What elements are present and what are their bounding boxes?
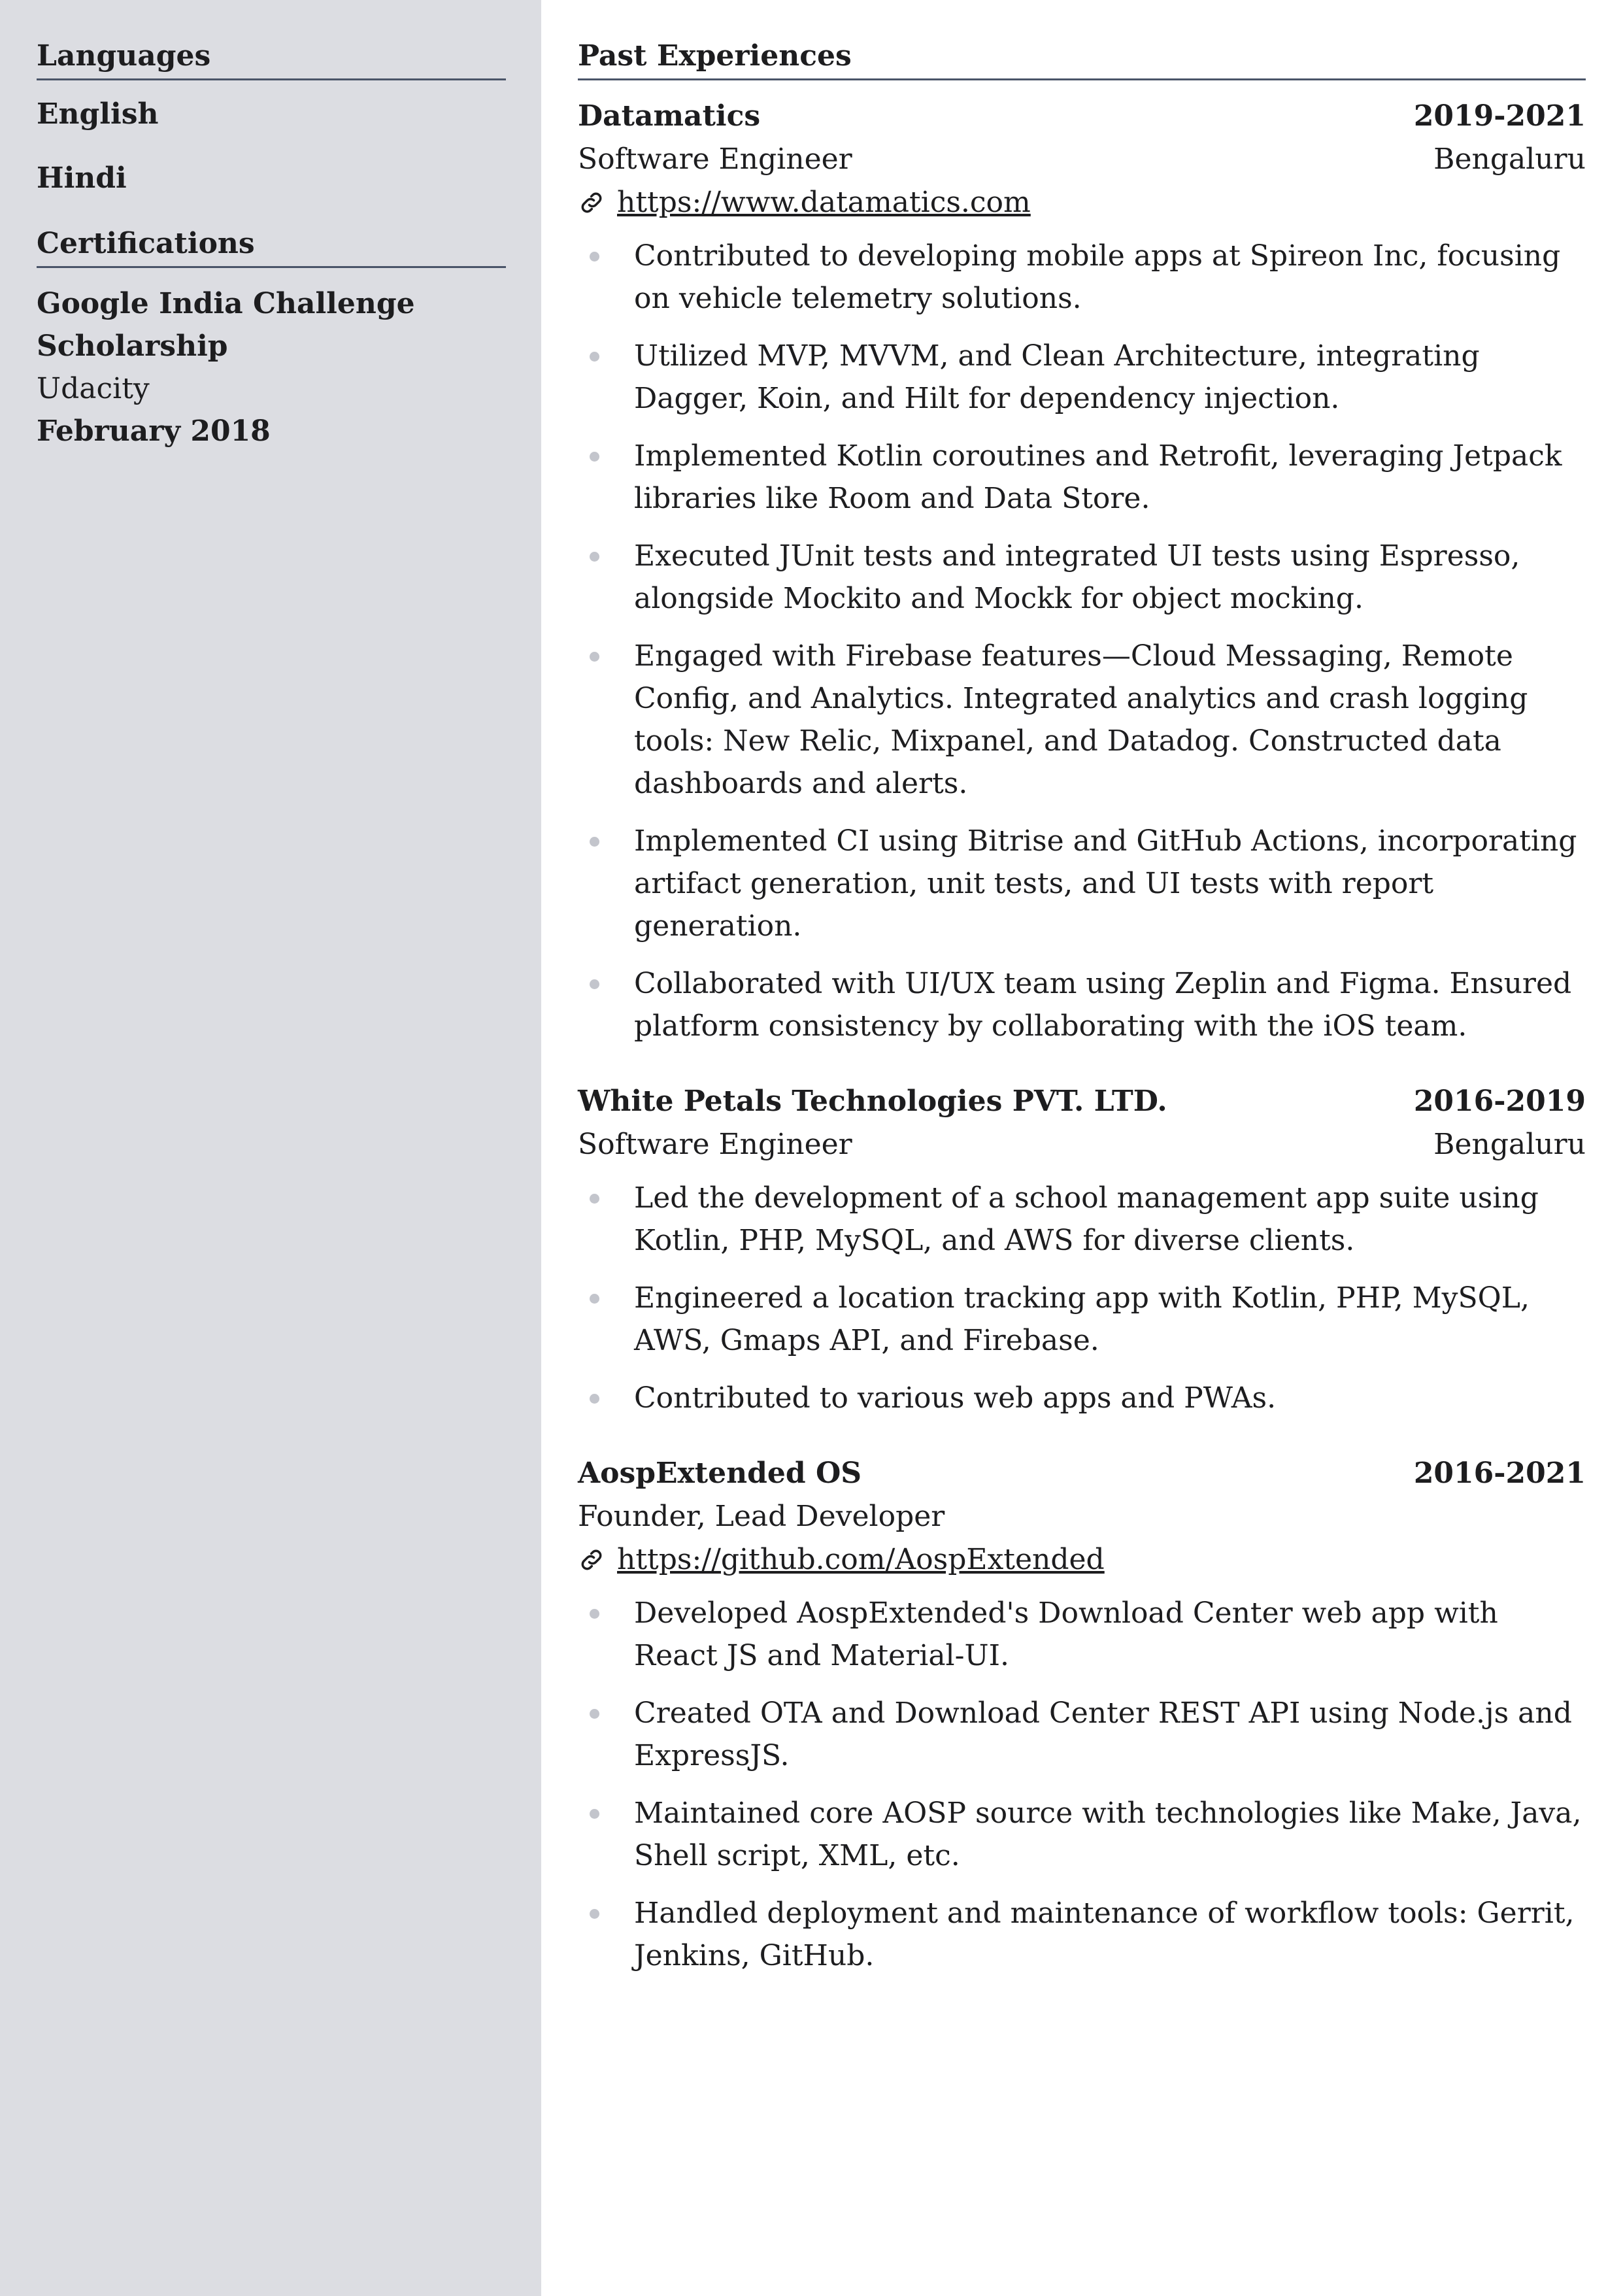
company-name: White Petals Technologies PVT. LTD. <box>578 1085 1167 1118</box>
bullet-icon <box>590 1809 599 1819</box>
bullet-icon <box>590 652 599 662</box>
bullet-icon <box>590 979 599 989</box>
list-item: Collaborated with UI/UX team using Zeplin and Figma. Ensured platform consistency by collaborating with the iOS team. <box>578 962 1586 1047</box>
list-item: Engaged with Firebase features—Cloud Messaging, Remote Config, and Analytics. Integrated analytics and crash logging tools: New Relic, Mixpanel, and Datadog. Constructed data dashboards and alerts. <box>578 635 1586 805</box>
bullet-icon <box>590 1709 599 1719</box>
bullet-icon <box>590 252 599 262</box>
job-role: Founder, Lead Developer <box>578 1500 945 1533</box>
languages-section <box>37 37 506 198</box>
certification-name <box>37 282 506 367</box>
bullet-icon <box>590 1909 599 1919</box>
languages-title: Languages <box>37 37 506 80</box>
past-experiences-title: Past Experiences <box>578 37 1586 80</box>
job-location: Bengaluru <box>1433 1128 1586 1161</box>
list-item: Maintained core AOSP source with technologies like Make, Java, Shell script, XML, etc. <box>578 1792 1586 1877</box>
bullet-icon <box>590 1194 599 1204</box>
job-header <box>578 1452 1586 1495</box>
link-icon <box>578 189 605 216</box>
job-location: Bengaluru <box>1433 143 1586 176</box>
certifications-section <box>37 224 506 452</box>
bullet-icon <box>590 837 599 847</box>
list-item: Contributed to developing mobile apps at Spireon Inc, focusing on vehicle telemetry solutions. <box>578 235 1586 320</box>
list-item: Handled deployment and maintenance of workflow tools: Gerrit, Jenkins, GitHub. <box>578 1892 1586 1977</box>
job-header <box>578 1080 1586 1123</box>
sidebar <box>0 0 541 2296</box>
job-role: Software Engineer <box>578 143 852 176</box>
bullet-icon <box>590 452 599 462</box>
job-white-petals <box>578 1080 1586 1419</box>
language-hindi: Hindi <box>37 161 127 195</box>
link-icon <box>578 1546 605 1574</box>
bullet-icon <box>590 352 599 362</box>
job-datamatics <box>578 95 1586 1047</box>
job-subheader <box>578 1123 1586 1166</box>
job-link-row <box>578 181 1586 224</box>
certifications-title: Certifications <box>37 224 506 268</box>
job-aospextended <box>578 1452 1586 1977</box>
job-role: Software Engineer <box>578 1128 852 1161</box>
company-website-link[interactable]: https://www.datamatics.com <box>617 186 1031 219</box>
job-header <box>578 95 1586 138</box>
job-link-row <box>578 1538 1586 1581</box>
certification-date: February 2018 <box>37 414 271 448</box>
list-item: Implemented Kotlin coroutines and Retrofit, leveraging Jetpack libraries like Room and Data Store. <box>578 435 1586 520</box>
bullet-icon <box>590 1294 599 1304</box>
job-years: 2019-2021 <box>1413 99 1586 133</box>
job-subheader <box>578 138 1586 181</box>
certification-issuer: Udacity <box>37 372 150 405</box>
sidebar-content <box>0 0 543 452</box>
list-item: Executed JUnit tests and integrated UI tests using Espresso, alongside Mockito and Mockk for object mocking. <box>578 535 1586 620</box>
list-item: Engineered a location tracking app with Kotlin, PHP, MySQL, AWS, Gmaps API, and Firebase. <box>578 1277 1586 1362</box>
job-bullets <box>578 1592 1586 1977</box>
bullet-icon <box>590 1394 599 1404</box>
certification-name-line1: Google India Challenge <box>37 287 415 320</box>
job-years: 2016-2019 <box>1413 1085 1586 1118</box>
list-item: Utilized MVP, MVVM, and Clean Architecture, integrating Dagger, Koin, and Hilt for dependency injection. <box>578 335 1586 420</box>
list-item: Created OTA and Download Center REST API using Node.js and ExpressJS. <box>578 1692 1586 1777</box>
language-english: English <box>37 97 159 131</box>
list-item: Developed AospExtended's Download Center web app with React JS and Material-UI. <box>578 1592 1586 1677</box>
job-bullets <box>578 235 1586 1047</box>
job-subheader <box>578 1495 1586 1538</box>
list-item: Contributed to various web apps and PWAs. <box>578 1377 1586 1419</box>
main-content <box>578 0 1586 1992</box>
bullet-icon <box>590 1609 599 1619</box>
github-link[interactable]: https://github.com/AospExtended <box>617 1543 1105 1576</box>
certification-name-line2: Scholarship <box>37 329 228 363</box>
list-item: Implemented CI using Bitrise and GitHub Actions, incorporating artifact generation, unit tests, and UI tests with report generation. <box>578 820 1586 947</box>
company-name: AospExtended OS <box>578 1457 862 1490</box>
bullet-icon <box>590 552 599 562</box>
company-name: Datamatics <box>578 99 761 133</box>
list-item: Led the development of a school management app suite using Kotlin, PHP, MySQL, and AWS for diverse clients. <box>578 1177 1586 1262</box>
job-bullets <box>578 1177 1586 1419</box>
job-years: 2016-2021 <box>1413 1457 1586 1490</box>
